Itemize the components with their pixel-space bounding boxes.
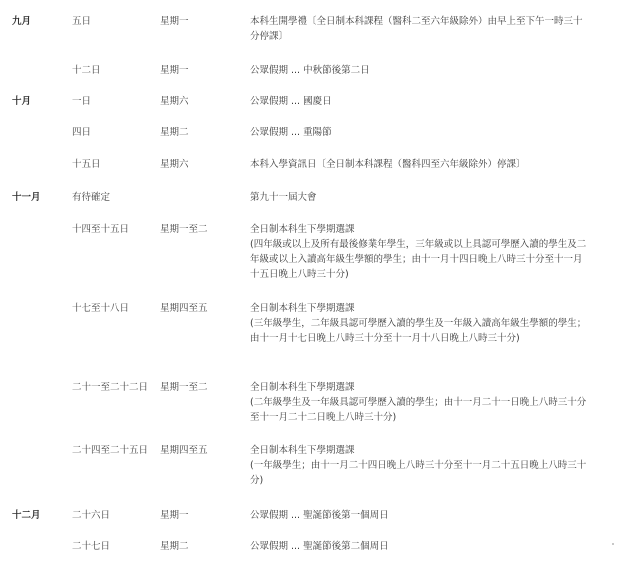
date-label: 五日 [72, 16, 92, 27]
event-detail: (四年級或以上及所有最後修業年學生，三年級或以上具認可學歷入讀的學生及二年級或以上入讀高年級生學額的學生；由十一月十四日晚上八時三十分至十一月十五日晚上八時三十分) [250, 239, 587, 280]
date-label: 四日 [72, 127, 92, 138]
date-label: 一日 [72, 96, 92, 107]
event-title: 全日制本科生下學期選課 [250, 445, 355, 456]
date-label: 十二日 [72, 65, 101, 76]
decorative-dot [612, 543, 614, 545]
event-title: 公眾假期 ... 中秋節後第二日 [250, 65, 370, 76]
event-cell [250, 222, 590, 282]
weekday-label: 星期四至五 [160, 303, 208, 314]
weekday-label: 星期一至二 [160, 382, 208, 393]
weekday-label: 星期一 [160, 65, 189, 76]
event-title: 公眾假期 ... 聖誕節後第二個周日 [250, 541, 389, 552]
weekday-label: 星期六 [160, 96, 189, 107]
date-label: 二十一至二十二日 [72, 382, 149, 393]
date-label: 二十六日 [72, 510, 111, 521]
weekday-label: 星期一至二 [160, 224, 208, 235]
event-detail: (二年級學生及一年級具認可學歷入讀的學生；由十一月二十一日晚上八時三十分至十一月二十二日晚上八時三十分) [250, 397, 587, 423]
event-title: 本科生開學禮〔全日制本科課程（醫科二至六年級除外）由早上至下午一時三十分停課〕 [250, 16, 583, 42]
event-cell [250, 508, 590, 523]
weekday-label: 星期一 [160, 16, 189, 27]
event-title: 第九十一屆大會 [250, 192, 317, 203]
month-label: 十一月 [12, 192, 41, 203]
weekday-label: 星期四至五 [160, 445, 208, 456]
event-title: 全日制本科生下學期選課 [250, 303, 355, 314]
event-detail: (一年級學生；由十一月二十四日晚上八時三十分至十一月二十五日晚上八時三十分) [250, 460, 587, 486]
weekday-label: 星期二 [160, 541, 189, 552]
event-title: 本科入學資訊日〔全日制本科課程（醫科四至六年級除外）停課〕 [250, 159, 526, 170]
event-title: 全日制本科生下學期選課 [250, 382, 355, 393]
event-title: 公眾假期 ... 聖誕節後第一個周日 [250, 510, 389, 521]
date-label: 二十四至二十五日 [72, 445, 149, 456]
event-cell [250, 443, 590, 488]
weekday-label: 星期一 [160, 510, 189, 521]
date-label: 有待確定 [72, 192, 111, 203]
event-cell [250, 539, 590, 554]
event-cell [250, 301, 590, 346]
date-label: 二十七日 [72, 541, 111, 552]
date-label: 十五日 [72, 159, 101, 170]
month-label: 九月 [12, 16, 32, 27]
event-cell [250, 63, 590, 78]
event-title: 公眾假期 ... 重陽節 [250, 127, 332, 138]
date-label: 十四至十五日 [72, 224, 130, 235]
weekday-label: 星期六 [160, 159, 189, 170]
event-cell [250, 380, 590, 425]
date-label: 十七至十八日 [72, 303, 130, 314]
event-cell [250, 94, 590, 109]
event-title: 公眾假期 ... 國慶日 [250, 96, 332, 107]
event-cell [250, 14, 590, 44]
weekday-label: 星期二 [160, 127, 189, 138]
month-label: 十二月 [12, 510, 41, 521]
event-detail: (三年級學生，二年級具認可學歷入讀的學生及一年級入讀高年級生學額的學生；由十一月十七日晚上八時三十分至十一月十八日晚上八時三十分) [250, 318, 587, 344]
event-cell [250, 157, 590, 172]
month-label: 十月 [12, 96, 32, 107]
event-title: 全日制本科生下學期選課 [250, 224, 355, 235]
event-cell [250, 125, 590, 140]
event-cell [250, 190, 590, 205]
